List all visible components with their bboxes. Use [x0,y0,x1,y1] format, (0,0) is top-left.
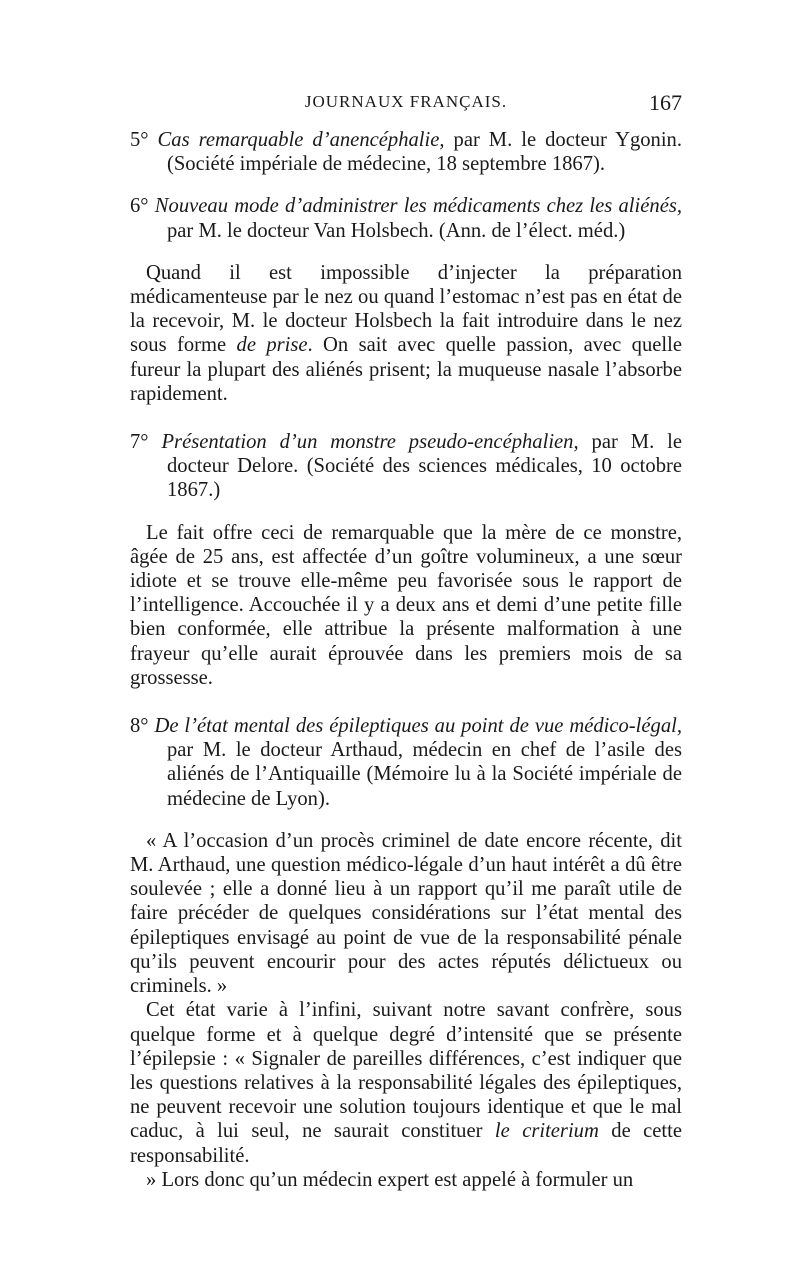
running-title: JOURNAUX FRANÇAIS. [304,92,508,111]
paragraph-quote-2 [130,998,682,1167]
entry-number: 6° [130,195,149,218]
paragraph-quote-1: « A l’occasion d’un procès criminel de date encore récente, dit M. Arthaud, une question médico-légale d’un haut intérêt a dû être soulevée ; elle a donné lieu à un rapport qu’il me paraît utile de faire précéder de quelques considérations sur l’état mental des épileptiques envisagé au point de vue de la responsabilité pénale qu’ils peuvent encourir pour des actes réputés délictueux ou criminels. » [130,829,682,998]
paragraph-entry-6 [130,261,682,406]
entry-number: 7° [130,431,149,454]
paragraph-quote-3: » Lors donc qu’un médecin expert est appelé à formuler un [146,1168,634,1191]
paragraph-entry-7: Le fait offre ceci de remarquable que la mère de ce monstre, âgée de 25 ans, est affectée d’un goître volumineux, a une sœur idiote et se trouve elle-même peu favorisée sous le rapport de l’intelligence. Accouchée il y a deux ans et demi d’une petite fille bien conformée, elle attribue la présente malformation à une frayeur qu’elle aurait éprouvée dans les premiers mois de sa grossesse. [130,521,682,689]
entry-title: Nouveau mode d’administrer les médicaments chez les aliénés, [154,195,682,218]
entry-citation: par M. le docteur Ygonin. (Société impériale de médecine, 18 septembre 1867). [167,129,683,176]
entry-number: 5° [130,129,149,151]
entry-citation: par M. le docteur Arthaud, médecin en chef de l’asile des aliénés de l’Antiquaille (Mémoire lu à la Société impériale de médecine de Lyon). [167,739,682,810]
paragraph-text: Quand il est impossible d’injecter la préparation médicamenteuse par le nez ou quand l’estomac n’est pas en état de la recevoir, M. le docteur Holsbech la fait introduire dans le nez sous forme [130,261,682,357]
paragraph-emphasis: de prise [236,334,308,357]
paragraph-text: Cet état varie à l’infini, suivant notre savant confrère, sous quelque forme et à quelque degré d’intensité que se présente l’épilepsie : « Signaler de pareilles différences, c’est indiquer que les questions relatives à la responsabilité légales des épileptiques, ne peuvent recevoir une solution toujours identique et que le mal caduc, à lui seul, ne saurait constituer [130,999,682,1143]
entry-8 [130,714,682,811]
page-header [130,92,682,120]
paragraph-emphasis: le criterium [494,1120,599,1143]
entry-6 [130,194,682,242]
page-number: 167 [649,90,682,115]
page-body [130,128,682,1192]
entry-5 [130,128,682,176]
paragraph-text: de cette responsabilité. [130,1120,682,1167]
entry-title: Présentation d’un monstre pseudo-encéphalien, [161,431,579,454]
entry-number: 8° [130,715,149,738]
paragraph-text: . On sait avec quelle passion, avec quelle fureur la plupart des aliénés prisent; la muqueuse nasale l’absorbe rapidement. [130,334,682,405]
entry-title: Cas remarquable d’anencéphalie, [157,129,445,151]
entry-title: De l’état mental des épileptiques au point de vue médico-légal, [154,715,682,738]
entry-citation: par M. le docteur Van Holsbech. (Ann. de l’élect. méd.) [167,219,626,242]
entry-7 [130,430,682,503]
entry-citation: par M. le docteur Delore. (Société des sciences médicales, 10 octobre 1867.) [167,431,682,502]
